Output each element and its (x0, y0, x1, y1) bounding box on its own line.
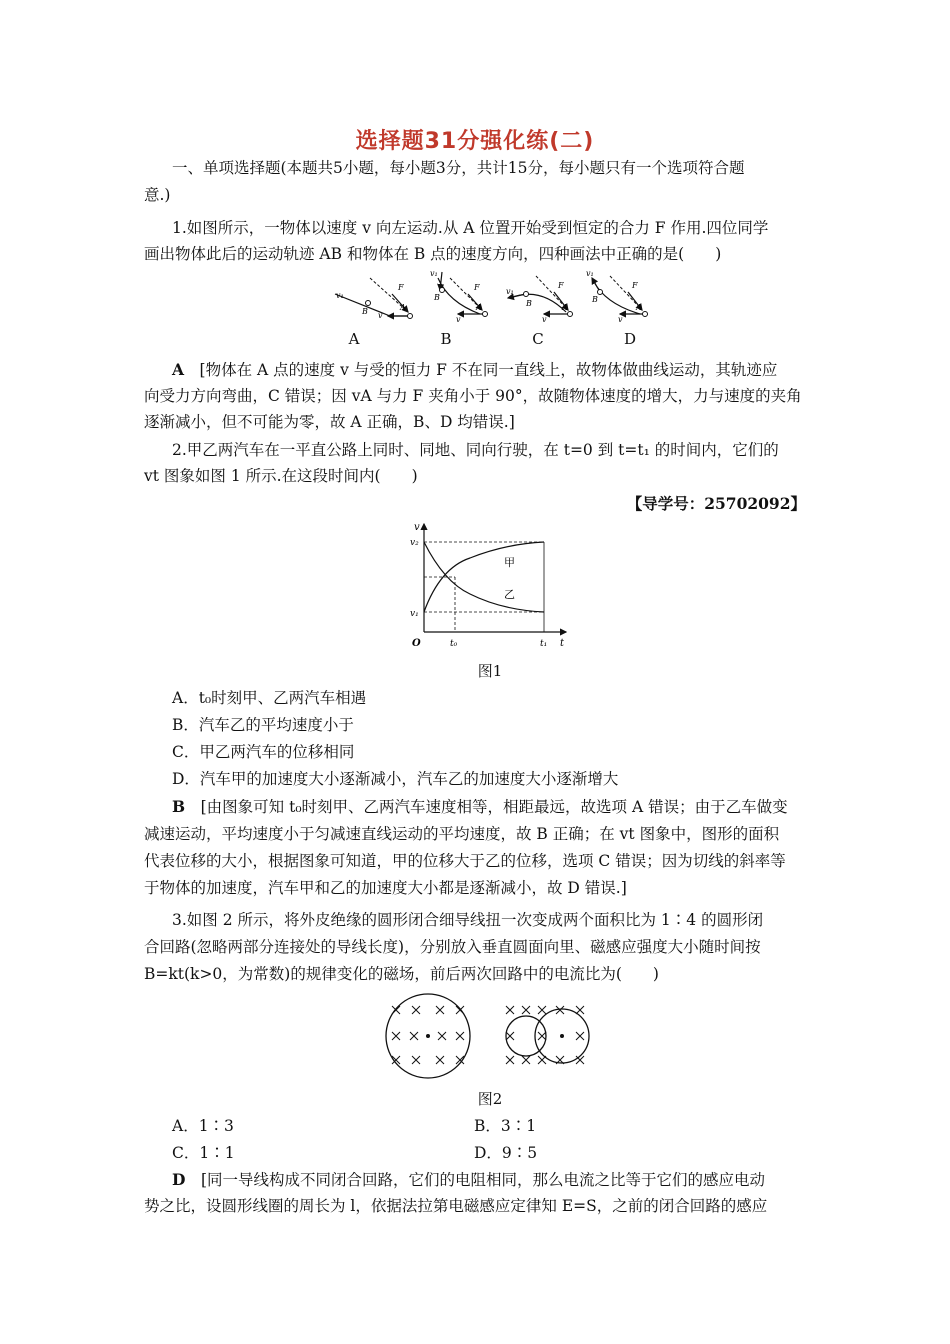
q2-axis-t0: t₀ (450, 639, 458, 649)
q1c-v-label: v (542, 315, 547, 324)
q1-figure-a (335, 278, 413, 320)
q2-explain-text1: [由图象可知 t₀时刻甲、乙两汽车速度相等，相距最远，故选项 A 错误；由于乙车做变 (200, 798, 788, 816)
q1-figure-b (430, 269, 488, 324)
q3-option-b: B．3∶1 (474, 1117, 537, 1135)
q1-figure-label-c: C (532, 330, 544, 348)
q1-explain-line1 (172, 360, 842, 380)
q1d-f-label: F (632, 281, 638, 290)
q2-answer: B (172, 797, 186, 816)
q1-answer: A (172, 360, 185, 379)
q2-option-d: D．汽车甲的加速度大小逐渐减小，汽车乙的加速度大小逐渐增大 (172, 770, 619, 788)
q1a-b-label: B (362, 307, 368, 316)
q1-figure-label-a: A (348, 330, 360, 348)
q1b-v1-label: v₁ (430, 269, 438, 278)
q2-option-b: B．汽车乙的平均速度小于 (172, 716, 354, 734)
q1c-b-label: B (526, 299, 532, 308)
q3-explain-line2: 势之比，设圆形线圈的周长为 l，依据法拉第电磁感应定律知 E=S，之前的闭合回路的感应 (144, 1197, 768, 1215)
q2-explain-line4: 于物体的加速度，汽车甲和乙的加速度大小都是逐渐减小，故 D 错误.] (144, 879, 627, 897)
q1a-a-label: A (400, 303, 406, 312)
q1a-v-label: v (378, 311, 383, 320)
q3-option-c: C．1∶1 (172, 1144, 235, 1162)
q1b-b-label: B (434, 293, 440, 302)
q1b-f-label: F (474, 283, 480, 292)
page-title: 选择题31分强化练(二) (355, 129, 595, 154)
q1a-f-label: F (398, 283, 404, 292)
q2-option-c: C．甲乙两汽车的位移相同 (172, 743, 355, 761)
q1c-f-label: F (558, 281, 564, 290)
q2-reference-number: 【导学号：25702092】 (626, 494, 806, 513)
q1-figure-c (506, 276, 573, 324)
q3-option-a: A．1∶3 (172, 1117, 234, 1135)
q3-small-loop (506, 1016, 546, 1056)
q1-figure-label-b: B (440, 330, 452, 348)
q1-explain-text1: [物体在 A 点的速度 v 与受的恒力 F 不在同一直线上，故物体做曲线运动，其轨迹应 (199, 361, 778, 379)
q2-line1: 2.甲乙两汽车在一平直公路上同时、同地、同向行驶，在 t=0 到 t=t₁ 的时间内，它们的 (172, 441, 779, 459)
q2-option-a: A．t₀时刻甲、乙两汽车相遇 (172, 689, 367, 707)
q2-explain-line2: 减速运动，平均速度小于匀减速直线运动的平均速度，故 B 正确；在 vt 图象中，图形的面积 (144, 825, 780, 843)
q2-origin: O (412, 638, 421, 649)
section-heading-line1: 一、单项选择题(本题共5小题，每小题3分，共计15分，每小题只有一个选项符合题 (172, 159, 745, 177)
q1d-v1-label: v₁ (586, 269, 594, 278)
q2-axis-v1: v₁ (410, 609, 419, 619)
q1-figure-label-d: D (623, 330, 637, 348)
q1c-v1-label: v₁ (506, 287, 514, 296)
q2-axis-v2: v₂ (410, 538, 419, 548)
q2-axis-v: v (414, 522, 420, 533)
q2-explain-line3: 代表位移的大小，根据图象可知道，甲的位移大于乙的位移，选项 C 错误；因为切线的斜率等 (144, 852, 786, 870)
q1-figures (330, 268, 660, 324)
q1d-v-label: v (618, 315, 623, 324)
q1b-a-label: A (476, 303, 482, 312)
q3-figure-caption: 图2 (477, 1090, 503, 1108)
q1-line1: 1.如图所示，一物体以速度 v 向左运动.从 A 位置开始受到恒定的合力 F 作用.四位同学 (172, 219, 769, 237)
q2-line2: vt 图象如图 1 所示.在这段时间内( ) (144, 467, 418, 485)
q1a-v1-label: v₁ (336, 291, 344, 300)
q1b-v-label: v (456, 315, 461, 324)
q3-line3: B=kt(k>0，为常数)的规律变化的磁场，前后两次回路中的电流比为( ) (144, 965, 659, 983)
section-heading-line2: 意.) (144, 186, 171, 204)
q2-axis-t1: t₁ (540, 639, 548, 649)
q3-answer: D (172, 1170, 186, 1189)
q3-explain-text1: [同一导线构成不同闭合回路，它们的电阻相同，那么电流之比等于它们的感应电动 (200, 1171, 766, 1189)
q1d-a-label: A (636, 303, 642, 312)
q1-figure-d (586, 269, 648, 324)
q2-axis-t: t (560, 638, 565, 649)
q1-explain-line3: 逐渐减小，但不可能为零，故 A 正确，B、D 均错误.] (144, 413, 515, 431)
q1d-b-label: B (592, 295, 598, 304)
q2-figure-caption: 图1 (477, 662, 503, 680)
q2-label-jia: 甲 (504, 556, 515, 569)
q3-explain-line1 (172, 1170, 842, 1190)
q3-line1: 3.如图 2 所示，将外皮绝缘的圆形闭合细导线扭一次变成两个面积比为 1∶4 的圆形闭 (172, 911, 764, 929)
q2-label-yi: 乙 (504, 588, 515, 601)
q1c-a-label: A (562, 303, 568, 312)
q1-explain-line2: 向受力方向弯曲，C 错误；因 vA 与力 F 夹角小于 90°，故随物体速度的增大，力与速度的夹角 (144, 387, 802, 405)
q2-vt-graph (410, 520, 570, 654)
q3-circuit-figure (380, 992, 600, 1082)
q3-line2: 合回路(忽略两部分连接处的导线长度)，分别放入垂直圆面向里、磁感应强度大小随时间按 (144, 938, 761, 956)
q1-line2: 画出物体此后的运动轨迹 AB 和物体在 B 点的速度方向，四种画法中正确的是( ) (144, 245, 722, 263)
q3-option-d: D．9∶5 (474, 1144, 538, 1162)
q2-explain-line1 (172, 797, 842, 817)
